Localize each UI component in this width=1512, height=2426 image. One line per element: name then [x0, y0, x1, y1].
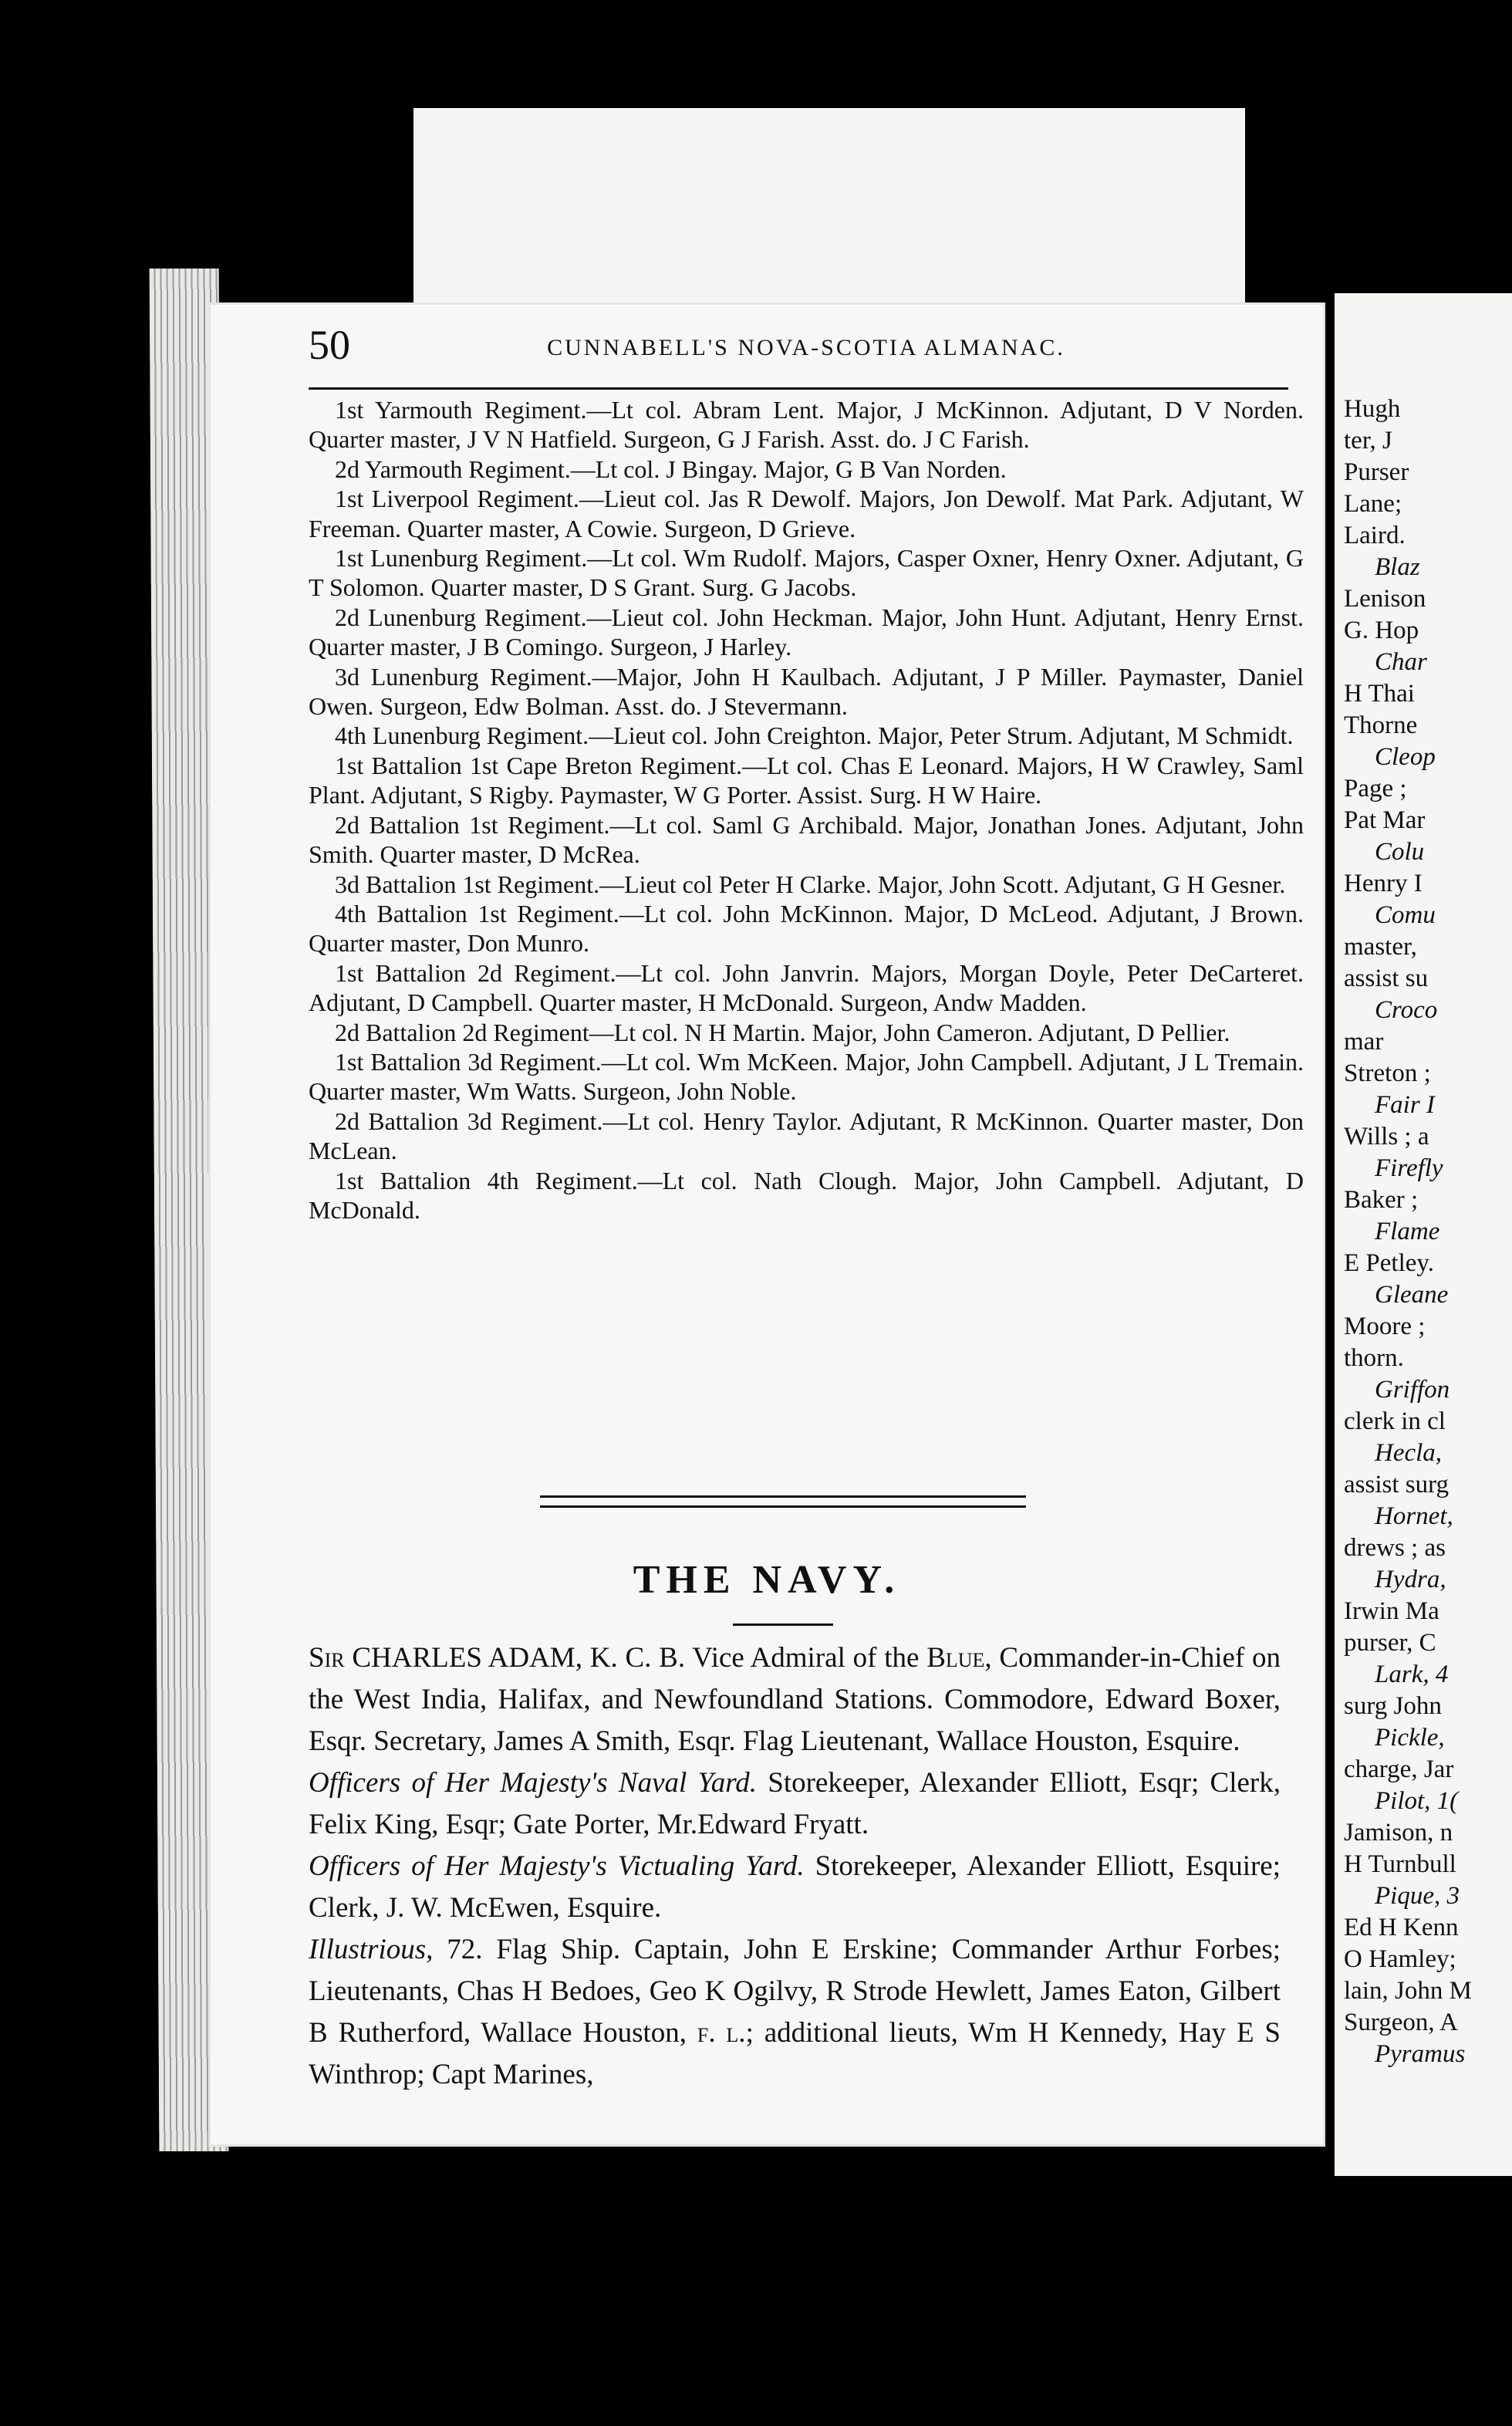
militia-entry: 1st Battalion 3d Regiment.—Lt col. Wm McKeen. Major, John Campbell. Adjutant, J L Tremain. Quarter master, Wm Watts. Surgeon, John Noble. [309, 1047, 1304, 1106]
admiral-flag: Blue [926, 1642, 985, 1674]
facing-page-line: Char [1375, 648, 1427, 676]
facing-page-line: Pat Mar [1344, 806, 1426, 834]
heading-rule [733, 1624, 833, 1626]
facing-page-line: Moore ; [1344, 1313, 1426, 1340]
militia-entry: 2d Battalion 1st Regiment.—Lt col. Saml G Archibald. Major, Jonathan Jones. Adjutant, John Smith. Quarter master, D McRea. [309, 810, 1304, 869]
facing-page-line: clerk in cl [1344, 1407, 1446, 1435]
facing-page-line: drews ; as [1344, 1534, 1446, 1562]
facing-page-line: Pyramus [1375, 2040, 1466, 2068]
admiral-details: , Commander-in-Chief on the West India, Halifax, and Newfoundland Stations. Commodore, Edward Boxer, Esqr. Secretary, James A Smith, Esqr. Flag Lieutenant, Wallace Houston, Esquire. [309, 1642, 1281, 1757]
naval-yard-entry [309, 1762, 1281, 1846]
facing-page-line: Wills ; a [1344, 1123, 1429, 1150]
facing-page-line: Croco [1375, 996, 1438, 1024]
admiral-entry [309, 1637, 1281, 1762]
facing-page-line: assist su [1344, 965, 1429, 992]
flag-lieutenant-abbr: f. l. [697, 2017, 746, 2049]
facing-page-line: Irwin Ma [1344, 1597, 1439, 1625]
militia-entry: 3d Lunenburg Regiment.—Major, John H Kaulbach. Adjutant, J P Miller. Paymaster, Daniel Owen. Surgeon, Edw Bolman. Asst. do. J Stevermann. [309, 662, 1304, 721]
facing-page-line: Pickle, [1375, 1724, 1445, 1752]
militia-entry: 4th Battalion 1st Regiment.—Lt col. John McKinnon. Major, D McLeod. Adjutant, J Brown. Quarter master, Don Munro. [309, 899, 1304, 958]
facing-page-line: lain, John M [1344, 1977, 1472, 2005]
victualing-yard-heading: Officers of Her Majesty's Victualing Yard. [309, 1850, 805, 1882]
victualing-yard-entry [309, 1846, 1281, 1929]
facing-page-line: Thorne [1344, 711, 1418, 739]
facing-page [1335, 293, 1512, 2176]
facing-page-line: Henry I [1344, 870, 1423, 897]
facing-page-line: Streton ; [1344, 1059, 1431, 1087]
paper-slip [413, 108, 1245, 309]
facing-page-line: H Thai [1344, 680, 1415, 708]
facing-page-line: Purser [1344, 458, 1409, 486]
facing-page-line: assist surg [1344, 1471, 1449, 1499]
facing-page-line: Baker ; [1344, 1186, 1419, 1214]
facing-page-line: Pilot, 1( [1375, 1787, 1459, 1815]
facing-page-line: Blaz [1375, 553, 1420, 581]
admiral-rank: Vice Admiral of the [692, 1642, 927, 1674]
facing-page-line: Comu [1375, 901, 1436, 929]
facing-page-line: Flame [1375, 1218, 1440, 1245]
facing-page-line: Lane; [1344, 490, 1402, 518]
facing-page-line: O Hamley; [1344, 1945, 1456, 1973]
militia-entry: 1st Yarmouth Regiment.—Lt col. Abram Lent. Major, J McKinnon. Adjutant, D V Norden. Quarter master, J V N Hatfield. Surgeon, G J Farish. Asst. do. J C Farish. [309, 396, 1304, 454]
facing-page-line: purser, C [1344, 1629, 1436, 1657]
ship-details-cont: ; additional lieuts, Wm H Kennedy, Hay E S Winthrop; Capt Marines, [309, 2017, 1281, 2090]
ship-name: Illustrious, [309, 1934, 434, 1965]
militia-entry: 4th Lunenburg Regiment.—Lieut col. John Creighton. Major, Peter Strum. Adjutant, M Schmidt. [335, 721, 1294, 750]
facing-page-line: Page ; [1344, 775, 1407, 802]
facing-page-line: ter, J [1344, 427, 1392, 454]
facing-page-line: Ed H Kenn [1344, 1914, 1459, 1941]
running-title: CUNNABELL'S NOVA-SCOTIA ALMANAC. [547, 335, 1065, 360]
facing-page-line: Hugh [1344, 395, 1401, 423]
militia-entry: 1st Lunenburg Regiment.—Lt col. Wm Rudolf. Majors, Casper Oxner, Henry Oxner. Adjutant, G T Solomon. Quarter master, D S Grant. Surg. G Jacobs. [309, 544, 1304, 602]
victualing-yard-text: Storekeeper, Alexander Elliott, Esquire; Clerk, J. W. McEwen, Esquire. [309, 1850, 1281, 1924]
navy-heading: THE NAVY. [633, 1558, 901, 1602]
militia-entry: 1st Battalion 4th Regiment.—Lt col. Nath Clough. Major, John Campbell. Adjutant, D McDonald. [309, 1166, 1304, 1224]
page-number: 50 [309, 322, 350, 368]
page-header [309, 321, 1304, 384]
naval-yard-text: Storekeeper, Alexander Elliott, Esqr; Clerk, Felix King, Esqr; Gate Porter, Mr.Edward Fryatt. [309, 1767, 1281, 1840]
facing-page-line: Griffon [1375, 1376, 1450, 1404]
naval-yard-heading: Officers of Her Majesty's Naval Yard. [309, 1767, 757, 1799]
facing-page-line: Lark, 4 [1375, 1661, 1449, 1688]
militia-entry: 2d Battalion 3d Regiment.—Lt col. Henry Taylor. Adjutant, R McKinnon. Quarter master, Don McLean. [309, 1107, 1304, 1165]
facing-page-line: thorn. [1344, 1344, 1404, 1372]
facing-page-line: H Turnbull [1344, 1850, 1456, 1878]
facing-page-line: Hornet, [1375, 1502, 1453, 1530]
facing-page-line: E Petley. [1344, 1249, 1434, 1277]
facing-page-line: Hecla, [1375, 1439, 1443, 1467]
facing-page-line: Lenison [1344, 585, 1426, 613]
facing-page-line: Surgeon, A [1344, 2009, 1458, 2036]
facing-page-line: Jamison, n [1344, 1819, 1453, 1847]
navy-section [309, 1637, 1281, 2096]
militia-entry: 2d Battalion 2d Regiment—Lt col. N H Martin. Major, John Cameron. Adjutant, D Pellier. [335, 1018, 1230, 1046]
facing-page-line: charge, Jar [1344, 1755, 1454, 1783]
facing-page-line: Firefly [1375, 1154, 1443, 1182]
ship-details: 72. Flag Ship. Captain, John E Erskine; Commander Arthur Forbes; Lieutenants, Chas H Bedoes, Geo K Ogilvy, R Strode Hewlett, James Eaton, Gilbert B Rutherford, Wallace Houston, [309, 1934, 1281, 2049]
facing-page-line: Pique, 3 [1375, 1882, 1460, 1910]
facing-page-line: surg John [1344, 1692, 1442, 1720]
militia-entry: 2d Lunenburg Regiment.—Lieut col. John Heckman. Major, John Hunt. Adjutant, Henry Ernst. Quarter master, J B Comingo. Surgeon, J Harley. [309, 603, 1304, 661]
militia-entry: 2d Yarmouth Regiment.—Lt col. J Bingay. Major, G B Van Norden. [335, 454, 1007, 483]
almanac-page [208, 302, 1325, 2147]
militia-list [309, 395, 1304, 1225]
facing-page-line: master, [1344, 933, 1417, 961]
admiral-name: Sir CHARLES ADAM, K. C. B. [309, 1642, 686, 1674]
header-rule [309, 387, 1288, 390]
section-divider [540, 1495, 1026, 1508]
facing-page-line: Cleop [1375, 743, 1436, 771]
facing-page-line: G. Hop [1344, 617, 1419, 644]
militia-entry: 1st Battalion 2d Regiment.—Lt col. John Janvrin. Majors, Morgan Doyle, Peter DeCarteret. Adjutant, D Campbell. Quarter master, H McDonald. Surgeon, Andw Madden. [309, 958, 1304, 1017]
facing-page-line: Colu [1375, 838, 1425, 866]
facing-page-line: mar [1344, 1028, 1384, 1056]
facing-page-line: Laird. [1344, 522, 1406, 549]
facing-page-line: Fair I [1375, 1091, 1435, 1119]
facing-page-lines [1335, 293, 1512, 2070]
militia-entry: 3d Battalion 1st Regiment.—Lieut col Peter H Clarke. Major, John Scott. Adjutant, G H Gesner. [335, 870, 1286, 898]
facing-page-line: Hydra, [1375, 1566, 1446, 1593]
illustrious-entry [309, 1929, 1281, 2096]
facing-page-line: Gleane [1375, 1281, 1449, 1309]
militia-entry: 1st Battalion 1st Cape Breton Regiment.—Lt col. Chas E Leonard. Majors, H W Crawley, Saml Plant. Adjutant, S Rigby. Paymaster, W G Porter. Assist. Surg. H W Haire. [309, 751, 1304, 809]
militia-entry: 1st Liverpool Regiment.—Lieut col. Jas R Dewolf. Majors, Jon Dewolf. Mat Park. Adjutant, W Freeman. Quarter master, A Cowie. Surgeon, D Grieve. [309, 485, 1304, 542]
